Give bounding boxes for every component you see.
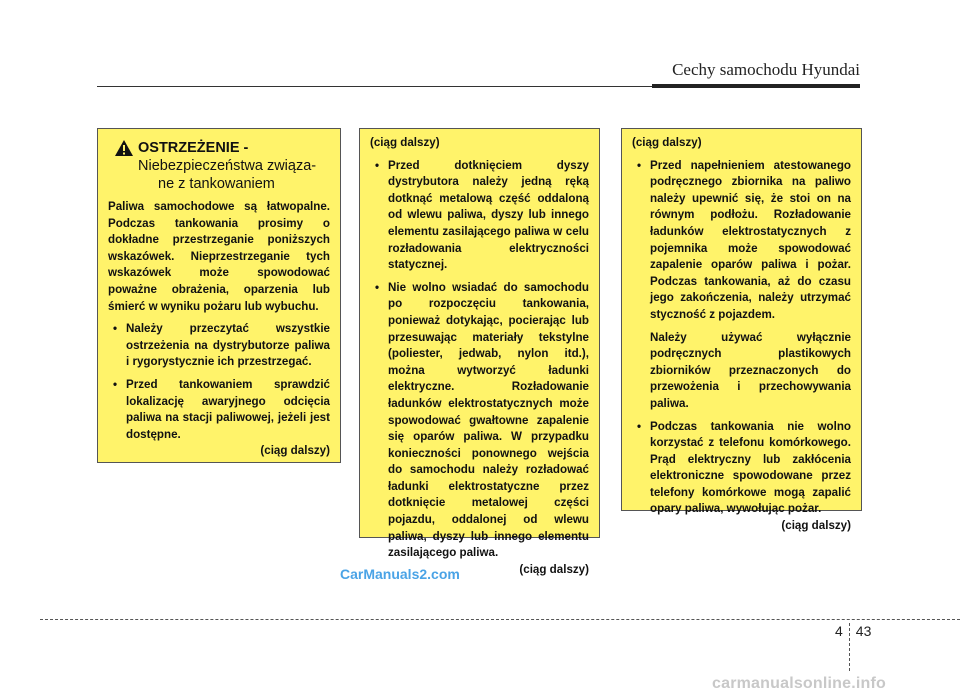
- list-item: • Nie wolno wsiadać do samochodu po rozpoczęciu tankowania, ponieważ dotykając, pocierając lub przesuwając materiały tekstylne (poliester, jedwab, nylon itd.), można wytworzyć ładunki elektryczne. Rozładowanie ładunków elektrostatycznych może spowodować gwałtowne zapalenie się oparów paliwa. W przypadku konieczności ponownego wejścia do samochodu należy rozładować ładunki elektrostatyczne przez dotknięcie metalowej części pojazdu, oddalonej od wlewu paliwa, dyszy lub innego elementu zasilającego paliwa.: [370, 280, 589, 562]
- warning-triangle-icon: [114, 139, 134, 157]
- page-header-title: Cechy samochodu Hyundai: [672, 60, 860, 79]
- page-number: [835, 623, 871, 671]
- list-item: • Przed napełnieniem atestowanego podręcznego zbiornika na paliwo należy upewnić się, że stoi on na równym podłożu. Rozładowanie ładunków elektrostatycznych z pojemnika może spowodować zapalenie oparów paliwa i pożar. Podczas tankowania, aż do czasu jego zakończenia, należy utrzymać styczność z pojazdem.: [632, 158, 851, 324]
- list-item: • Przed dotknięciem dyszy dystrybutora należy jedną ręką dotknąć metalową część oddaloną od wlewu paliwa, dyszy lub innego elementu zasilającego paliwa w celu rozładowania elektryczności statycznej.: [370, 158, 589, 274]
- warning-box-continued: [621, 128, 862, 533]
- continued-label: (ciąg dalszy): [260, 444, 330, 458]
- watermark-carmanualsonline: carmanualsonline.info: [712, 675, 887, 692]
- warning-title: OSTRZEŻENIE -: [138, 140, 249, 156]
- continued-label: (ciąg dalszy): [781, 519, 851, 533]
- chapter-number: 4: [835, 623, 843, 639]
- list-item: • Należy przeczytać wszystkie ostrzeżenia na dystrybutorze paliwa i rygorystycznie ich przestrzegać.: [108, 321, 330, 371]
- list-item: • Podczas tankowania nie wolno korzystać z telefonu komórkowego. Prąd elektryczny lub zakłócenia elektroniczne spowodowane przez telefony komórkowe mogą zapalić opary paliwa, wywołując pożar.: [632, 419, 851, 519]
- watermark-carmanuals2[interactable]: CarManuals2.com: [340, 566, 460, 582]
- warning-list: [632, 158, 851, 324]
- list-sub-paragraph: Należy używać wyłącznie podręcznych plastikowych zbiorników przeznaczonych do przewożenia i przechowywania paliwa.: [650, 330, 851, 410]
- page-number-value: 43: [855, 623, 872, 639]
- page-number-separator: [849, 623, 850, 671]
- warning-list: [632, 419, 851, 519]
- warning-subtitle-line1: Niebezpieczeństwa związa-: [138, 158, 317, 174]
- warning-subtitle-line2: ne z tankowaniem: [158, 176, 275, 192]
- warning-list: [370, 158, 589, 562]
- list-item: • Przed tankowaniem sprawdzić lokalizację awaryjnego odcięcia paliwa na stacji paliwowej, jeżeli jest dostępne.: [108, 377, 330, 443]
- continued-top-label: (ciąg dalszy): [370, 136, 440, 149]
- footer-rule: [40, 619, 960, 620]
- continued-label: (ciąg dalszy): [519, 562, 589, 576]
- warning-heading: [108, 139, 330, 193]
- continued-top-label: (ciąg dalszy): [632, 136, 702, 149]
- warning-box: [97, 128, 341, 463]
- warning-intro: Paliwa samochodowe są łatwopalne. Podczas tankowania prosimy o dokładne przestrzeganie poniższych wskazówek. Nieprzestrzeganie tych wskazówek może spowodować poważne obrażenia, oparzenia lub śmierć w wyniku pożaru lub wybuchu.: [108, 200, 330, 313]
- warning-list: [108, 321, 330, 443]
- header-rule-accent: [652, 84, 860, 88]
